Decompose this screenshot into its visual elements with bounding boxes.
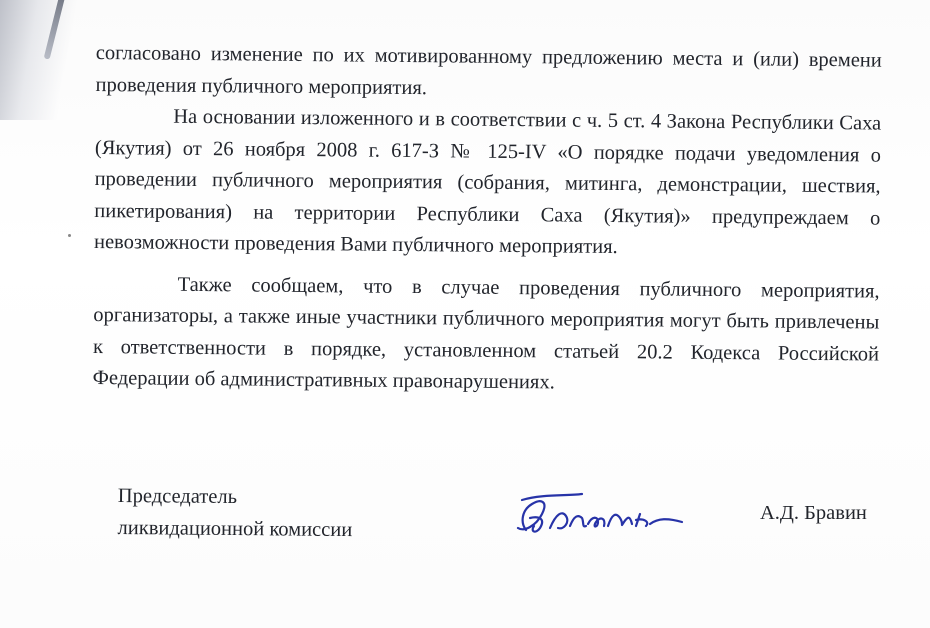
- paper-speck: [68, 234, 71, 237]
- signatory-title-line1: Председатель: [117, 484, 238, 509]
- paragraph-warning: На основании изложенного и в соответствии с ч. 5 ст. 4 Закона Республики Саха (Якутия) от 26 ноября 2008 г. 617-З № 125-IV «О порядке подачи уведомления о проведении публичного мероприятия (собрания, митинга, демонстрации, шествия, пикетирования) на территории Республики Саха (Якутия)» предупреждаем о невозможности проведения Вами публичного мероприятия.: [93, 105, 882, 259]
- paragraph-liability: Также сообщаем, что в случае проведения публичного мероприятия, организаторы, а также иные участники публичного мероприятия могут быть привлечены к ответственности в порядке, установленном статьей 20.2 Кодекса Российской Федерации об административных правонарушениях.: [92, 273, 880, 394]
- handwritten-signature: [512, 488, 692, 538]
- signer-name: А.Д. Бравин: [760, 502, 867, 524]
- letter-body: [93, 38, 882, 402]
- paragraph-continuation: согласовано изменение по их мотивированному предложению места и (или) времени проведения публичного мероприятия.: [95, 41, 882, 99]
- signatory-title-line2: ликвидационной комиссии: [117, 516, 353, 542]
- signatory-title: [117, 480, 352, 546]
- page-edge-shadow: [0, 0, 90, 120]
